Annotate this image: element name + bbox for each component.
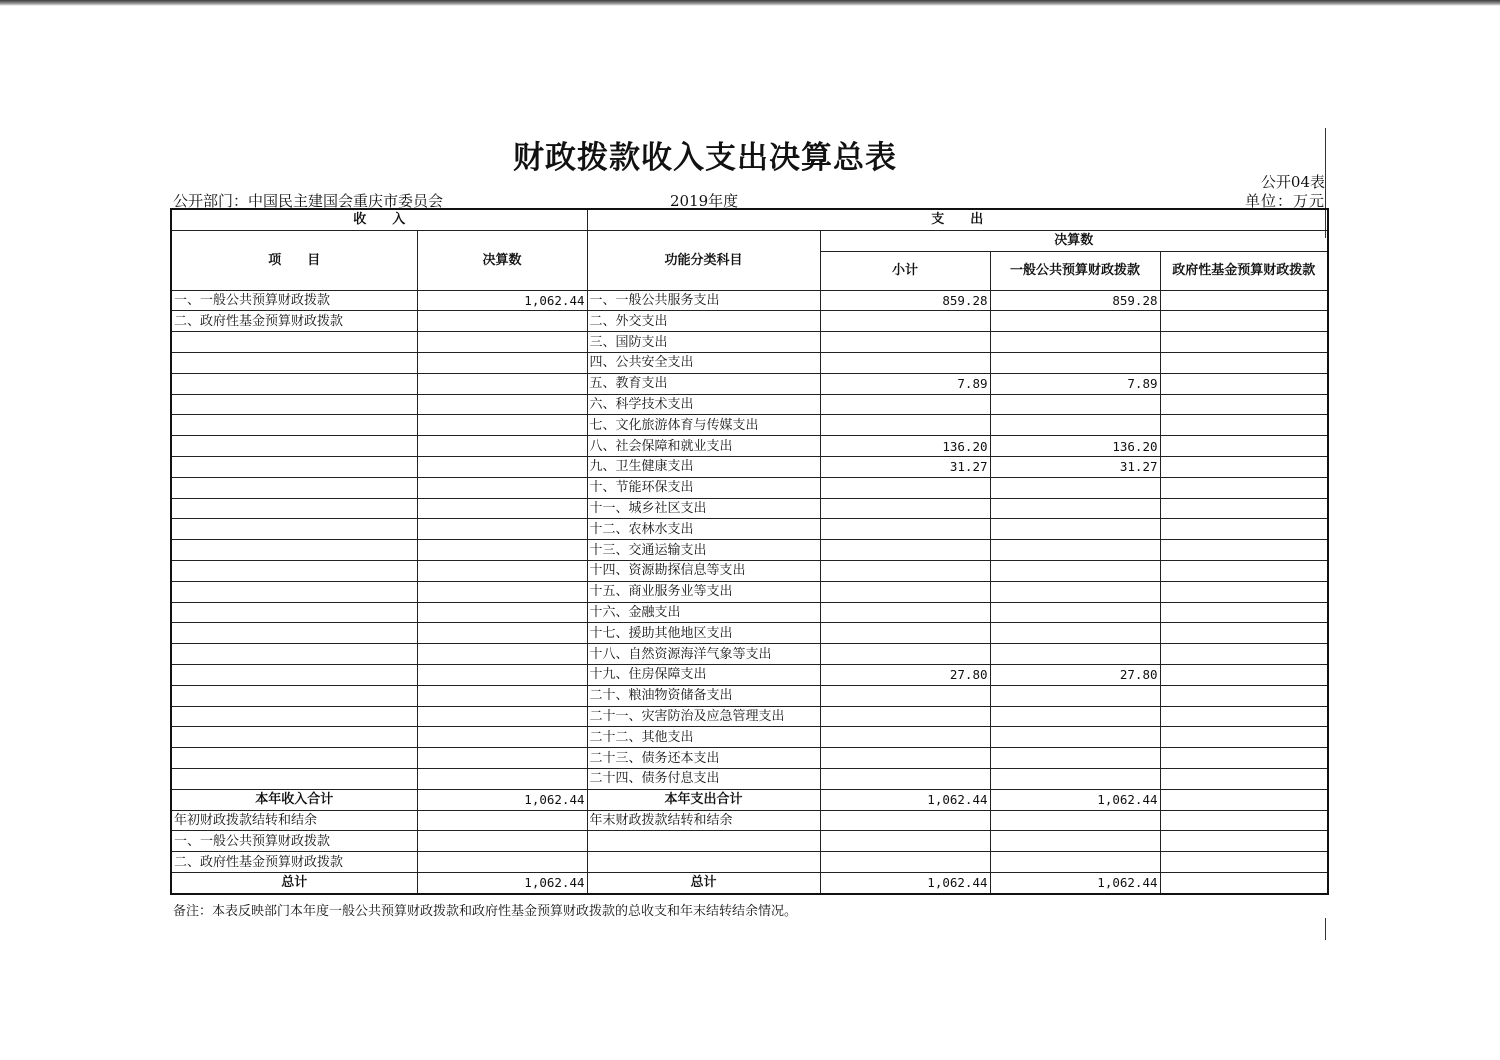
general-budget-cell bbox=[990, 623, 1160, 644]
table-row bbox=[171, 436, 1328, 457]
general-budget-cell bbox=[990, 706, 1160, 727]
income-amount-cell: 1,062.44 bbox=[417, 290, 587, 311]
carry-fund-label: 二、政府性基金预算财政拨款 bbox=[171, 852, 417, 873]
gov-fund-cell bbox=[1160, 540, 1328, 561]
empty-cell bbox=[820, 831, 990, 852]
gov-fund-cell bbox=[1160, 373, 1328, 394]
income-amount-cell bbox=[417, 477, 587, 498]
table-row bbox=[171, 477, 1328, 498]
func-class-cell: 二十一、灾害防治及应急管理支出 bbox=[587, 706, 820, 727]
table-row bbox=[171, 664, 1328, 685]
grand-expense-label: 总计 bbox=[587, 872, 820, 893]
income-amount-cell bbox=[417, 581, 587, 602]
general-budget-cell bbox=[990, 498, 1160, 519]
empty-cell bbox=[990, 852, 1160, 873]
gov-fund-cell bbox=[1160, 290, 1328, 311]
gov-fund-cell bbox=[1160, 581, 1328, 602]
subtotal-cell bbox=[820, 602, 990, 623]
fiscal-year: 2019年度 bbox=[670, 192, 739, 210]
income-amount-cell bbox=[417, 519, 587, 540]
func-class-cell: 十一、城乡社区支出 bbox=[587, 498, 820, 519]
func-class-cell: 二十三、债务还本支出 bbox=[587, 748, 820, 769]
gov-fund-cell bbox=[1160, 394, 1328, 415]
grand-expense-fund bbox=[1160, 872, 1328, 893]
gov-fund-header: 政府性基金预算财政拨款 bbox=[1160, 251, 1328, 290]
gov-fund-cell bbox=[1160, 519, 1328, 540]
year-expense-fund bbox=[1160, 789, 1328, 810]
unit-label: 单位：万元 bbox=[1244, 192, 1325, 210]
year-expense-general: 1,062.44 bbox=[990, 789, 1160, 810]
department-label: 公开部门：中国民主建国会重庆市委员会 bbox=[173, 192, 444, 210]
empty-cell bbox=[587, 831, 820, 852]
table-row bbox=[171, 352, 1328, 373]
func-class-cell: 十、节能环保支出 bbox=[587, 477, 820, 498]
income-item-cell bbox=[171, 456, 417, 477]
table-row bbox=[171, 560, 1328, 581]
subtotal-cell bbox=[820, 768, 990, 789]
gov-fund-cell bbox=[1160, 685, 1328, 706]
income-item-cell bbox=[171, 560, 417, 581]
income-item-cell bbox=[171, 706, 417, 727]
income-amount-cell bbox=[417, 748, 587, 769]
income-amount-cell bbox=[417, 768, 587, 789]
general-budget-cell bbox=[990, 394, 1160, 415]
item-header: 项 目 bbox=[171, 230, 417, 290]
grand-expense-subtotal: 1,062.44 bbox=[820, 872, 990, 893]
income-item-cell bbox=[171, 623, 417, 644]
func-class-cell: 二十四、债务付息支出 bbox=[587, 768, 820, 789]
footnote: 备注：本表反映部门本年度一般公共预算财政拨款和政府性基金预算财政拨款的总收支和年末结转结余情况。 bbox=[173, 904, 798, 919]
func-class-cell: 十五、商业服务业等支出 bbox=[587, 581, 820, 602]
table-row bbox=[171, 290, 1328, 311]
income-item-cell bbox=[171, 748, 417, 769]
general-budget-cell: 859.28 bbox=[990, 290, 1160, 311]
func-class-cell: 一、一般公共服务支出 bbox=[587, 290, 820, 311]
gov-fund-cell bbox=[1160, 664, 1328, 685]
table-row bbox=[171, 332, 1328, 353]
general-budget-cell bbox=[990, 352, 1160, 373]
gov-fund-cell bbox=[1160, 560, 1328, 581]
func-class-cell: 四、公共安全支出 bbox=[587, 352, 820, 373]
year-income-total-amount: 1,062.44 bbox=[417, 789, 587, 810]
func-class-cell: 二、外交支出 bbox=[587, 311, 820, 332]
income-item-cell bbox=[171, 415, 417, 436]
empty-cell bbox=[1160, 831, 1328, 852]
table-row bbox=[171, 498, 1328, 519]
gov-fund-cell bbox=[1160, 727, 1328, 748]
gov-fund-cell bbox=[1160, 602, 1328, 623]
general-budget-cell bbox=[990, 727, 1160, 748]
table-row bbox=[171, 415, 1328, 436]
income-item-cell: 二、政府性基金预算财政拨款 bbox=[171, 311, 417, 332]
income-item-cell bbox=[171, 519, 417, 540]
expense-header: 支 出 bbox=[587, 209, 1328, 230]
grand-total-row bbox=[171, 872, 1328, 893]
empty-cell bbox=[820, 810, 990, 831]
income-amount-cell bbox=[417, 456, 587, 477]
func-class-cell: 三、国防支出 bbox=[587, 332, 820, 353]
func-class-cell: 十六、金融支出 bbox=[587, 602, 820, 623]
general-budget-cell: 7.89 bbox=[990, 373, 1160, 394]
general-budget-cell: 136.20 bbox=[990, 436, 1160, 457]
general-budget-cell bbox=[990, 415, 1160, 436]
empty-cell bbox=[990, 810, 1160, 831]
income-item-cell bbox=[171, 644, 417, 665]
general-budget-cell bbox=[990, 519, 1160, 540]
subtotal-cell bbox=[820, 685, 990, 706]
general-budget-cell bbox=[990, 560, 1160, 581]
begin-carry-label: 年初财政拨款结转和结余 bbox=[171, 810, 417, 831]
table-row bbox=[171, 540, 1328, 561]
table-row bbox=[171, 768, 1328, 789]
empty-cell bbox=[587, 852, 820, 873]
end-carry-label: 年末财政拨款结转和结余 bbox=[587, 810, 820, 831]
income-amount-cell bbox=[417, 602, 587, 623]
gov-fund-cell bbox=[1160, 644, 1328, 665]
func-class-header: 功能分类科目 bbox=[587, 230, 820, 290]
income-amount-cell bbox=[417, 415, 587, 436]
table-row bbox=[171, 581, 1328, 602]
year-expense-subtotal: 1,062.44 bbox=[820, 789, 990, 810]
general-budget-cell bbox=[990, 477, 1160, 498]
subtotal-cell: 31.27 bbox=[820, 456, 990, 477]
form-code: 公开04表 bbox=[1260, 173, 1325, 191]
table-row bbox=[171, 373, 1328, 394]
table-row bbox=[171, 644, 1328, 665]
subtotal-cell bbox=[820, 519, 990, 540]
subtotal-cell bbox=[820, 332, 990, 353]
income-item-cell bbox=[171, 394, 417, 415]
general-budget-cell bbox=[990, 332, 1160, 353]
carry-row bbox=[171, 831, 1328, 852]
subtotal-cell bbox=[820, 477, 990, 498]
general-budget-cell bbox=[990, 311, 1160, 332]
func-class-cell: 十二、农林水支出 bbox=[587, 519, 820, 540]
table-row bbox=[171, 394, 1328, 415]
income-item-cell bbox=[171, 436, 417, 457]
table-row bbox=[171, 519, 1328, 540]
subtotal-cell bbox=[820, 560, 990, 581]
gov-fund-cell bbox=[1160, 436, 1328, 457]
grand-expense-general: 1,062.44 bbox=[990, 872, 1160, 893]
empty-cell bbox=[417, 831, 587, 852]
income-amount-cell bbox=[417, 560, 587, 581]
gov-fund-cell bbox=[1160, 456, 1328, 477]
income-amount-cell bbox=[417, 498, 587, 519]
table-body bbox=[171, 290, 1328, 789]
subtotal-cell bbox=[820, 415, 990, 436]
subtotal-cell bbox=[820, 352, 990, 373]
func-class-cell: 十三、交通运输支出 bbox=[587, 540, 820, 561]
subtotal-cell: 27.80 bbox=[820, 664, 990, 685]
final-amount-header: 决算数 bbox=[820, 230, 1328, 251]
income-amount-cell bbox=[417, 394, 587, 415]
empty-cell bbox=[417, 852, 587, 873]
table-row bbox=[171, 748, 1328, 769]
table-row bbox=[171, 706, 1328, 727]
general-budget-cell bbox=[990, 748, 1160, 769]
func-class-cell: 二十二、其他支出 bbox=[587, 727, 820, 748]
empty-cell bbox=[1160, 810, 1328, 831]
func-class-cell: 十九、住房保障支出 bbox=[587, 664, 820, 685]
general-budget-cell bbox=[990, 540, 1160, 561]
budget-table bbox=[170, 208, 1329, 895]
general-budget-cell bbox=[990, 685, 1160, 706]
gov-fund-cell bbox=[1160, 748, 1328, 769]
income-amount-cell bbox=[417, 311, 587, 332]
income-amount-cell bbox=[417, 373, 587, 394]
subtotal-cell bbox=[820, 581, 990, 602]
income-item-cell bbox=[171, 477, 417, 498]
empty-cell bbox=[1160, 852, 1328, 873]
income-amount-cell bbox=[417, 727, 587, 748]
income-item-cell bbox=[171, 727, 417, 748]
income-item-cell bbox=[171, 373, 417, 394]
subtotal-cell bbox=[820, 644, 990, 665]
gov-fund-cell bbox=[1160, 623, 1328, 644]
income-amount-cell bbox=[417, 664, 587, 685]
gov-fund-cell bbox=[1160, 768, 1328, 789]
table-row bbox=[171, 311, 1328, 332]
income-amount-cell bbox=[417, 644, 587, 665]
income-amount-cell bbox=[417, 436, 587, 457]
gov-fund-cell bbox=[1160, 311, 1328, 332]
subtotal-cell bbox=[820, 311, 990, 332]
gov-fund-cell bbox=[1160, 477, 1328, 498]
func-class-cell: 八、社会保障和就业支出 bbox=[587, 436, 820, 457]
income-item-cell bbox=[171, 352, 417, 373]
income-item-cell bbox=[171, 540, 417, 561]
year-income-total-label: 本年收入合计 bbox=[171, 789, 417, 810]
gov-fund-cell bbox=[1160, 332, 1328, 353]
subtotal-cell bbox=[820, 727, 990, 748]
income-item-cell bbox=[171, 685, 417, 706]
gov-fund-cell bbox=[1160, 352, 1328, 373]
subtotal-header: 小计 bbox=[820, 251, 990, 290]
empty-cell bbox=[820, 852, 990, 873]
func-class-cell: 十七、援助其他地区支出 bbox=[587, 623, 820, 644]
general-budget-cell bbox=[990, 581, 1160, 602]
general-budget-cell: 27.80 bbox=[990, 664, 1160, 685]
gov-fund-cell bbox=[1160, 498, 1328, 519]
income-amount-cell bbox=[417, 685, 587, 706]
income-item-cell bbox=[171, 498, 417, 519]
income-amount-cell bbox=[417, 706, 587, 727]
income-amount-cell bbox=[417, 352, 587, 373]
carry-row bbox=[171, 810, 1328, 831]
income-item-cell bbox=[171, 602, 417, 623]
func-class-cell: 九、卫生健康支出 bbox=[587, 456, 820, 477]
subtotal-cell bbox=[820, 540, 990, 561]
income-amount-cell bbox=[417, 332, 587, 353]
income-item-cell bbox=[171, 332, 417, 353]
func-class-cell: 二十、粮油物资储备支出 bbox=[587, 685, 820, 706]
general-budget-header: 一般公共预算财政拨款 bbox=[990, 251, 1160, 290]
page-title: 财政拨款收入支出决算总表 bbox=[513, 140, 897, 176]
table-row bbox=[171, 602, 1328, 623]
gov-fund-cell bbox=[1160, 415, 1328, 436]
func-class-cell: 十四、资源勘探信息等支出 bbox=[587, 560, 820, 581]
income-amount-cell bbox=[417, 540, 587, 561]
general-budget-cell bbox=[990, 602, 1160, 623]
income-header: 收 入 bbox=[171, 209, 587, 230]
income-item-cell bbox=[171, 768, 417, 789]
subtotal-cell: 136.20 bbox=[820, 436, 990, 457]
empty-cell bbox=[990, 831, 1160, 852]
year-total-row bbox=[171, 789, 1328, 810]
table-row bbox=[171, 456, 1328, 477]
gov-fund-cell bbox=[1160, 706, 1328, 727]
general-budget-cell bbox=[990, 768, 1160, 789]
grand-income-label: 总计 bbox=[171, 872, 417, 893]
subtotal-cell: 7.89 bbox=[820, 373, 990, 394]
func-class-cell: 六、科学技术支出 bbox=[587, 394, 820, 415]
table-row bbox=[171, 685, 1328, 706]
subtotal-cell bbox=[820, 748, 990, 769]
carry-row bbox=[171, 852, 1328, 873]
subtotal-cell bbox=[820, 498, 990, 519]
func-class-cell: 十八、自然资源海洋气象等支出 bbox=[587, 644, 820, 665]
func-class-cell: 五、教育支出 bbox=[587, 373, 820, 394]
year-expense-total-label: 本年支出合计 bbox=[587, 789, 820, 810]
income-item-cell: 一、一般公共预算财政拨款 bbox=[171, 290, 417, 311]
subtotal-cell bbox=[820, 706, 990, 727]
subtotal-cell bbox=[820, 623, 990, 644]
grand-income-amount: 1,062.44 bbox=[417, 872, 587, 893]
income-item-cell bbox=[171, 664, 417, 685]
subtotal-cell bbox=[820, 394, 990, 415]
scan-edge bbox=[0, 0, 1500, 6]
general-budget-cell: 31.27 bbox=[990, 456, 1160, 477]
income-amount-header: 决算数 bbox=[417, 230, 587, 290]
table-row bbox=[171, 727, 1328, 748]
empty-cell bbox=[417, 810, 587, 831]
subtotal-cell: 859.28 bbox=[820, 290, 990, 311]
table-row bbox=[171, 623, 1328, 644]
scan-margin-line bbox=[1325, 918, 1326, 940]
income-item-cell bbox=[171, 581, 417, 602]
func-class-cell: 七、文化旅游体育与传媒支出 bbox=[587, 415, 820, 436]
general-budget-cell bbox=[990, 644, 1160, 665]
income-amount-cell bbox=[417, 623, 587, 644]
carry-general-label: 一、一般公共预算财政拨款 bbox=[171, 831, 417, 852]
